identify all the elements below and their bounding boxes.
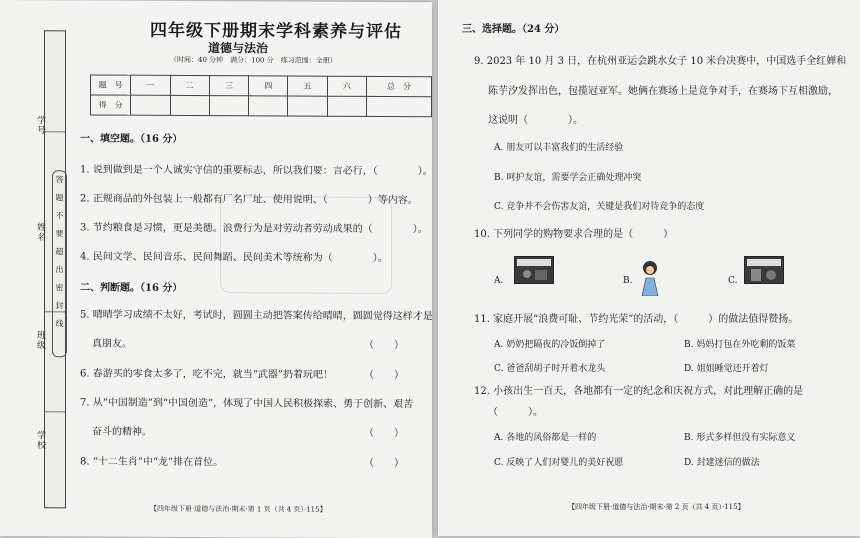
q12-option-c[interactable]: C. 反映了人们对婴儿的美好祝愿: [494, 458, 624, 468]
seal-char: 要: [55, 229, 64, 239]
seal-line-notice: [52, 170, 67, 357]
student-no-label: 学号: [35, 115, 45, 136]
score-input-cell[interactable]: [209, 96, 248, 116]
answer-paren-8[interactable]: （ ）: [364, 457, 404, 470]
q10-option-c-image: [744, 256, 784, 284]
score-cell: 五: [288, 76, 327, 96]
q12-option-a[interactable]: A. 各地的风俗都是一样的: [494, 433, 597, 443]
score-input-cell[interactable]: [327, 96, 366, 116]
score-input-cell[interactable]: [288, 96, 327, 116]
class-label: 班级: [35, 330, 45, 351]
q9-option-b[interactable]: B. 呵护友谊，需要学会正确处理冲突: [494, 173, 642, 183]
question-11: 11. 家庭开展“浪费可耻、节约光荣”的活动，（ ）的做法值得赞扬。: [474, 314, 799, 325]
q10-option-c[interactable]: C.: [728, 276, 738, 286]
q10-option-b-child-figure: [638, 260, 662, 300]
faint-stamp-mark: [220, 196, 392, 294]
question-8: 8. “十二生肖”中“龙”排在首位。: [80, 456, 224, 469]
question-9-line2: 陈芋汐发挥出色，包揽冠亚军。她俩在赛场上是竞争对手，在赛场下互相激励，: [488, 86, 838, 97]
question-4: 4. 民间文学、民间音乐、民间舞蹈、民间美术等统称为（ ）。: [80, 251, 388, 265]
name-label: 姓名: [35, 222, 45, 243]
seal-char: 不: [55, 211, 64, 221]
question-1: 1. 说到做到是一个人诚实守信的重要标志，所以我们要：言必行，（ ）。: [80, 164, 433, 178]
question-9-line1: 9. 2023 年 10 月 3 日，在杭州亚运会跳水女子 10 米台决赛中，中国选手全红婵和: [474, 56, 847, 67]
score-cell: 二: [170, 75, 209, 95]
question-2: 2. 正规商品的外包装上一般都有厂名厂址、使用说明、（ ）等内容。: [80, 193, 418, 207]
q9-option-a[interactable]: A. 朋友可以丰富我们的生活经验: [494, 143, 624, 153]
q10-option-b[interactable]: B.: [623, 276, 633, 286]
answer-paren-5[interactable]: （ ）: [364, 339, 404, 352]
seal-char: 封: [55, 301, 64, 311]
question-10: 10. 下列同学的购物要求合理的是（ ）: [474, 229, 674, 240]
section-choice-heading: 三、选择题。（24 分）: [462, 24, 565, 35]
seal-char: 题: [55, 193, 64, 203]
exam-subtitle: 道德与法治: [208, 41, 269, 56]
page-1-footer: 【四年级下册·道德与法治·期末·第 1 页（共 4 页）·115】: [150, 504, 327, 514]
score-value-row: [91, 95, 432, 117]
seal-char: 出: [55, 265, 64, 275]
q11-option-c[interactable]: C. 爸爸刮胡子时开着水龙头: [494, 364, 606, 374]
question-9-line3: 这说明（ ）。: [488, 115, 583, 126]
question-3: 3. 节约粮食是习惯，更是美德。浪费行为是对劳动者劳动成果的（ ）。: [80, 222, 428, 236]
q9-option-c[interactable]: C. 竞争并不会伤害友谊，关键是我们对待竞争的态度: [494, 202, 705, 212]
question-6: 6. 春游买的零食太多了，吃不完，就当“武器”扔着玩吧！: [80, 368, 333, 381]
question-5-line1: 5. 晴晴学习成绩不太好，考试时，圆圆主动把答案传给晴晴，圆圆觉得这样才是: [80, 309, 433, 323]
seal-char: 答: [55, 175, 64, 185]
q12-option-b[interactable]: B. 形式多样但没有实际意义: [684, 433, 796, 443]
answer-paren-7[interactable]: （ ）: [364, 427, 404, 440]
question-12-line2: （ ）。: [488, 407, 543, 418]
question-7-line2: 奋斗的精神。: [92, 426, 152, 438]
school-label: 学校: [35, 430, 45, 451]
seal-char: 超: [55, 247, 64, 257]
question-5-line2: 真朋友。: [92, 338, 132, 350]
score-cell: 三: [209, 76, 248, 96]
score-input-cell[interactable]: [367, 96, 432, 116]
score-cell: 题 号: [91, 75, 131, 95]
q12-option-d[interactable]: D. 封建迷信的做法: [684, 458, 760, 468]
question-12-line1: 12. 小孩出生一百天，各地都有一定的纪念和庆祝方式，对此理解正确的是: [474, 386, 804, 397]
score-input-cell[interactable]: [131, 95, 170, 115]
score-table: [90, 74, 432, 117]
score-input-cell[interactable]: [249, 96, 288, 116]
section-judge-heading: 二、判断题。（16 分）: [80, 282, 183, 294]
q11-option-b[interactable]: B. 妈妈打包在外吃剩的饭菜: [684, 340, 796, 350]
exam-page-2: [438, 0, 860, 536]
section-fill-blank-heading: 一、填空题。（16 分）: [80, 133, 183, 145]
page-2-footer: 【四年级下册·道德与法治·期末·第 2 页（共 4 页）·115】: [568, 503, 745, 511]
score-cell: 总 分: [367, 76, 432, 96]
answer-paren-6[interactable]: （ ）: [364, 369, 404, 382]
exam-meta: （时间：40 分钟 满分：100 分 练习范围：全册）: [170, 55, 337, 65]
exam-title: 四年级下册期末学科素养与评估: [150, 20, 402, 43]
seal-char: 密: [55, 283, 64, 293]
q11-option-a[interactable]: A. 奶奶把隔夜的冷饭倒掉了: [494, 340, 606, 350]
score-cell: 六: [327, 76, 366, 96]
q10-option-a-image: [514, 256, 554, 284]
seal-char: 线: [55, 319, 64, 329]
score-cell: 四: [249, 76, 288, 96]
score-cell: 一: [131, 75, 170, 95]
q11-option-d[interactable]: D. 姐姐睡觉还开着灯: [684, 364, 769, 374]
question-7-line1: 7. 从“中国制造”到“中国创造”，体现了中国人民积极探索、勇于创新、艰苦: [80, 397, 414, 411]
q10-option-a[interactable]: A.: [494, 276, 504, 286]
score-cell: 得 分: [91, 95, 131, 115]
score-input-cell[interactable]: [170, 95, 209, 115]
score-header-row: [91, 75, 432, 97]
